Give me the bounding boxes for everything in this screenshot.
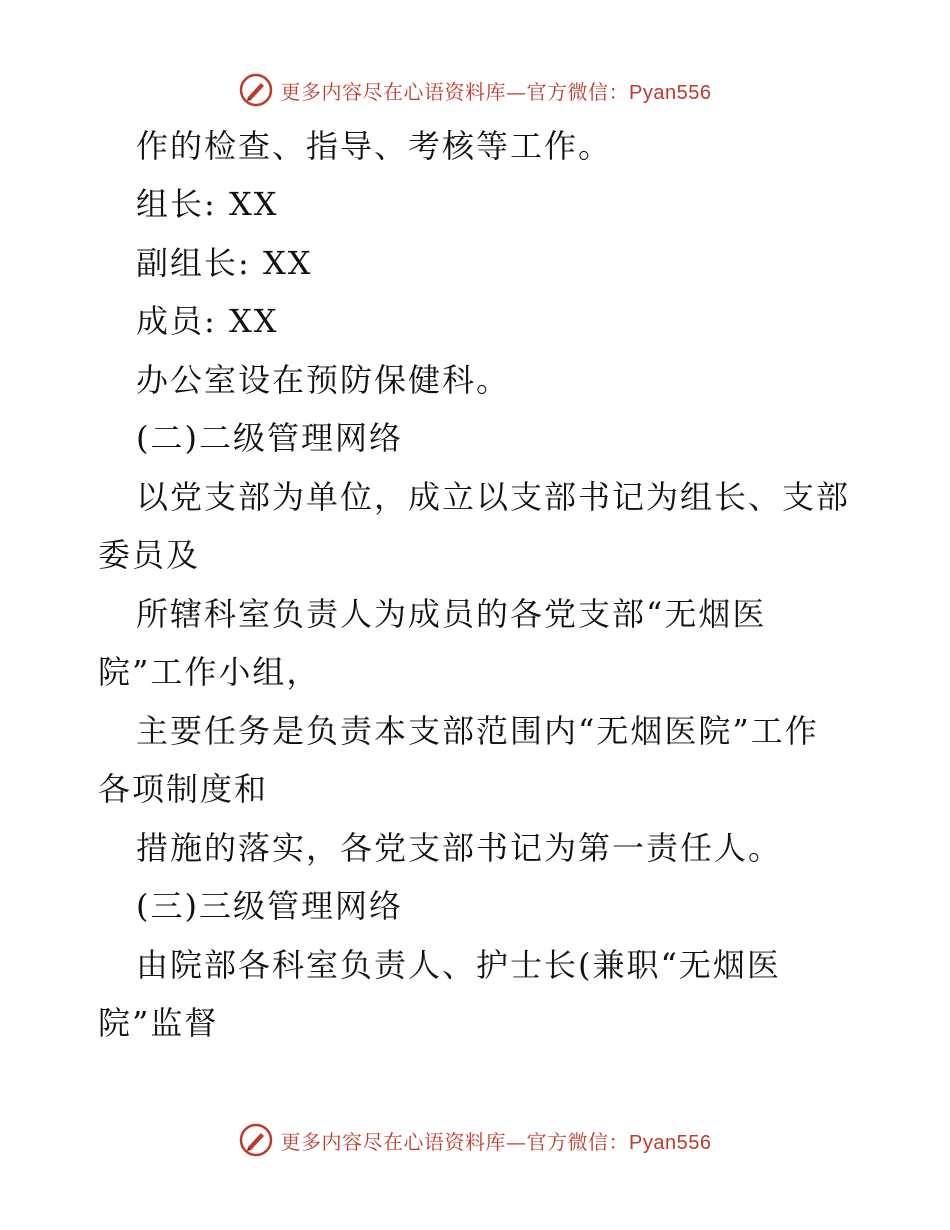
section-heading-2: (二)二级管理网络 xyxy=(136,419,403,457)
office-line: 办公室设在预防保健科。 xyxy=(136,361,511,399)
paragraph-line: 主要任务是负责本支部范围内“无烟医院”工作 xyxy=(136,712,819,750)
paragraph-line: 由院部各科室负责人、护士长(兼职“无烟医 xyxy=(136,946,781,984)
watermark-text: 更多内容尽在心语资料库—官方微信：Pyan556 xyxy=(280,79,712,104)
pen-logo-icon xyxy=(239,1123,273,1157)
paragraph-line: 院”监督 xyxy=(98,1004,219,1042)
paragraph-line: 所辖科室负责人为成员的各党支部“无烟医 xyxy=(136,595,767,633)
pen-logo-icon xyxy=(239,73,273,107)
footer-watermark xyxy=(0,1120,950,1160)
section-heading-3: (三)三级管理网络 xyxy=(136,887,403,925)
watermark-text: 更多内容尽在心语资料库—官方微信：Pyan556 xyxy=(280,1129,712,1154)
paragraph-line: 以党支部为单位，成立以支部书记为组长、支部 xyxy=(136,478,851,516)
paragraph-line: 措施的落实，各党支部书记为第一责任人。 xyxy=(136,829,783,867)
header-watermark xyxy=(0,70,950,110)
team-leader-line: 组长: XX xyxy=(136,185,279,223)
paragraph-line: 院”工作小组， xyxy=(98,653,321,691)
paragraph-line: 作的检查、指导、考核等工作。 xyxy=(136,127,613,165)
deputy-leader-line: 副组长: XX xyxy=(136,244,313,282)
members-line: 成员: XX xyxy=(136,302,279,340)
paragraph-line: 委员及 xyxy=(98,536,201,574)
paragraph-line: 各项制度和 xyxy=(98,770,269,808)
